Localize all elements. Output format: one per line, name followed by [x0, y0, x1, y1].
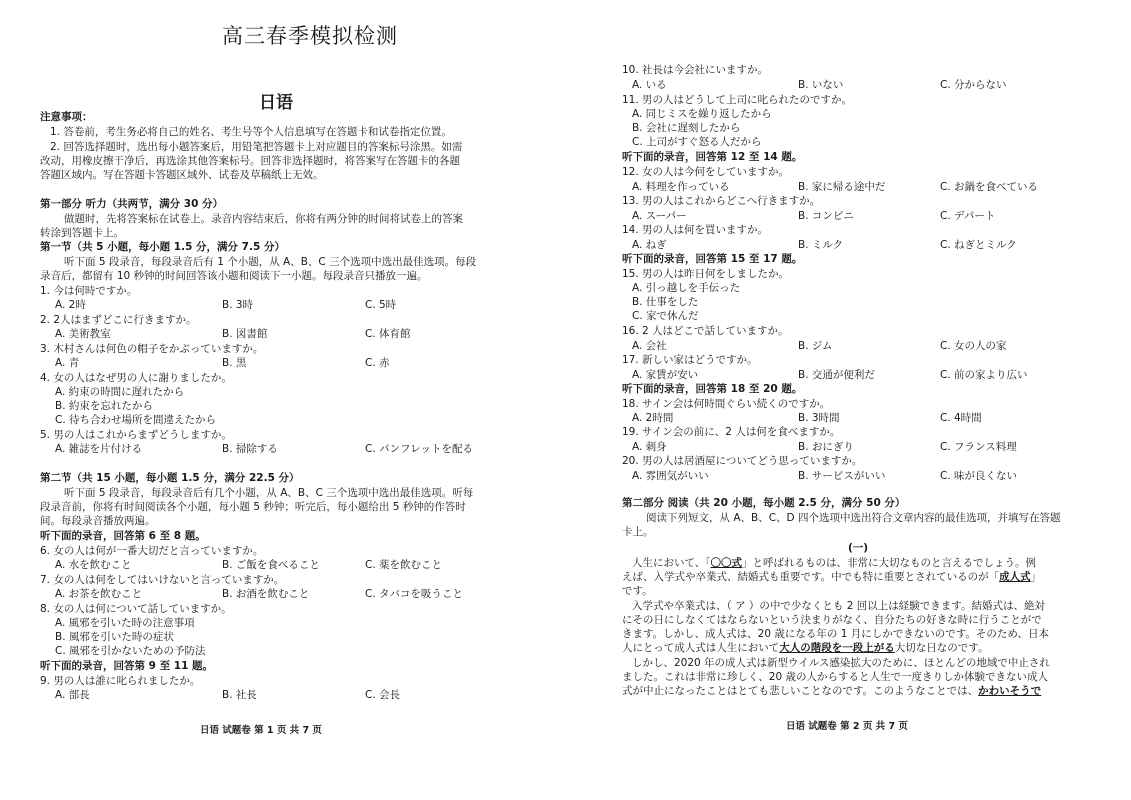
question-stem: 8. 女の人は何について話していますか。: [40, 603, 232, 615]
question-stem: 10. 社長は今会社にいますか。: [622, 64, 769, 76]
question-stem: 2. 2人はまずどこに行きますか。: [40, 314, 197, 326]
passage-text: 人にとって成人式は人生において: [622, 642, 780, 654]
page-footer: 日语 试题卷 第 2 页 共 7 页: [786, 721, 908, 732]
option-a: A. 2時間: [632, 412, 674, 424]
option-b: B. 掃除する: [222, 443, 278, 455]
passage-line: 入学式や卒業式は、（ ア ）の中で少なくとも 2 回以上は経験できます。結婚式は、絶対: [632, 600, 1045, 612]
option-b: B. 図書館: [222, 328, 268, 340]
option-a: A. 水を飲むこと: [55, 559, 132, 571]
option-b: B. 風邪を引いた時の症状: [55, 631, 174, 643]
passage-line: [622, 570, 1041, 584]
option-b: B. おにぎり: [798, 441, 854, 453]
listen-instruction: 听下面的录音，回答第 9 至 11 题。: [40, 660, 214, 672]
option-a: A. 引っ越しを手伝った: [632, 282, 741, 294]
question-stem: 15. 男の人は昨日何をしましたか。: [622, 268, 790, 280]
option-a: A. 会社: [632, 340, 667, 352]
option-a: A. 美術教室: [55, 328, 111, 340]
option-c: C. 女の人の家: [940, 340, 1007, 352]
listen-instruction: 听下面的录音，回答第 6 至 8 题。: [40, 530, 206, 542]
option-a: A. 約束の時間に遅れたから: [55, 386, 185, 398]
section2-desc: 间。每段录音播放两遍。: [40, 515, 156, 527]
question-stem: 14. 男の人は何を買いますか。: [622, 224, 769, 236]
option-b: B. ジム: [798, 340, 833, 352]
underlined-phrase: かわいそうで: [978, 685, 1042, 697]
part2-heading: 第二部分 阅读（共 20 小题，每小题 2.5 分，满分 50 分）: [622, 497, 906, 509]
section2-heading: 第二节（共 15 小题，每小题 1.5 分，满分 22.5 分）: [40, 472, 300, 484]
part2-desc: 阅读下列短文，从 A、B、C、D 四个选项中选出符合文章内容的最佳选项，并填写在答题: [646, 512, 1061, 524]
section2-desc: 段录音前，你将有时间阅读各个小题，每小题 5 秒钟；听完后，每小题给出 5 秒钟的作答时: [40, 501, 466, 513]
option-c: C. フランス料理: [940, 441, 1017, 453]
section1-desc: 录音后，都留有 10 秒钟的时间回答该小题和阅读下一小题。每段录音只播放一遍。: [40, 270, 428, 282]
listen-instruction: 听下面的录音，回答第 18 至 20 题。: [622, 383, 803, 395]
option-c: C. 4時間: [940, 412, 982, 424]
option-a: A. 雰囲気がいい: [632, 470, 709, 482]
exam-page-2: [560, 0, 1131, 800]
subject-title: 日语: [259, 93, 293, 113]
question-stem: 7. 女の人は何をしてはいけないと言っていますか。: [40, 574, 285, 586]
option-c: C. 薬を飲むこと: [365, 559, 443, 571]
option-b: B. 社長: [222, 689, 257, 701]
option-c: C. ねぎとミルク: [940, 239, 1017, 251]
exam-title: 高三春季模拟检测: [222, 24, 398, 48]
passage-line: [632, 556, 1036, 570]
listen-instruction: 听下面的录音，回答第 15 至 17 题。: [622, 253, 803, 265]
option-a: A. 刺身: [632, 441, 667, 453]
passage-text: 式が中止になったことはとても悲しいことなのです。このようなことでは、: [622, 685, 979, 697]
notice-line: 1. 答卷前，考生务必将自己的姓名、考生号等个人信息填写在答题卡和试卷指定位置。: [50, 126, 452, 138]
notice-heading: 注意事项：: [40, 111, 93, 123]
passage-line: ました。これは非常に珍しく、20 歳の人からすると人生で一度きりしか体験できない成人: [622, 671, 1048, 683]
question-stem: 4. 女の人はなぜ男の人に謝りましたか。: [40, 372, 232, 384]
option-a: A. 料理を作っている: [632, 181, 730, 193]
section1-heading: 第一节（共 5 小题，每小题 1.5 分，满分 7.5 分）: [40, 241, 285, 253]
option-b: B. お酒を飲むこと: [222, 588, 310, 600]
question-stem: 20. 男の人は居酒屋についてどう思っていますか。: [622, 455, 863, 467]
option-a: A. ねぎ: [632, 239, 667, 251]
option-b: B. ミルク: [798, 239, 844, 251]
option-c: C. 会長: [365, 689, 401, 701]
question-stem: 3. 木村さんは何色の帽子をかぶっていますか。: [40, 343, 264, 355]
passage-line: しかし、2020 年の成人式は新型ウイルス感染拡大のために、ほとんどの地域で中止され: [632, 657, 1050, 669]
notice-line: 改动，用橡皮擦干净后，再选涂其他答案标号。回答非选择题时，将答案写在答题卡的各题: [40, 155, 460, 167]
option-c: C. お鍋を食べている: [940, 181, 1039, 193]
option-c: C. 前の家より広い: [940, 369, 1028, 381]
passage-line: [622, 684, 1041, 698]
question-stem: 18. サイン会は何時間ぐらい続くのですか。: [622, 398, 831, 410]
option-c: C. パンフレットを配る: [365, 443, 473, 455]
option-a: A. 2時: [55, 299, 86, 311]
option-b: B. 黒: [222, 357, 247, 369]
option-c: C. 赤: [365, 357, 390, 369]
option-a: A. 青: [55, 357, 80, 369]
option-c: C. 分からない: [940, 79, 1007, 91]
option-c: C. 上司がすぐ怒る人だから: [632, 136, 762, 148]
option-a: A. 家賃が安い: [632, 369, 699, 381]
option-b: B. コンビニ: [798, 210, 854, 222]
question-stem: 6. 女の人は何が一番大切だと言っていますか。: [40, 545, 264, 557]
part1-desc: 做题时，先将答案标在试卷上。录音内容结束后，你将有两分钟的时间将试卷上的答案: [64, 213, 463, 225]
passage-text: 」と呼ばれるものは、非常に大切なものと言えるでしょう。例: [742, 557, 1036, 569]
question-stem: 9. 男の人は誰に叱られましたか。: [40, 675, 201, 687]
passage-text: 大切な日なのです。: [894, 642, 989, 654]
option-a: A. 部長: [55, 689, 90, 701]
option-b: B. サービスがいい: [798, 470, 886, 482]
option-b: B. いない: [798, 79, 844, 91]
question-stem: 12. 女の人は今何をしていますか。: [622, 166, 790, 178]
notice-line: 答题区域内。写在答题卡答题区域外、试卷及草稿纸上无效。: [40, 169, 324, 181]
option-c: C. 味が良くない: [940, 470, 1018, 482]
underlined-phrase: 大人の階段を一段上がる: [779, 642, 895, 654]
listen-instruction: 听下面的录音，回答第 12 至 14 题。: [622, 151, 803, 163]
option-b: B. 約束を忘れたから: [55, 400, 153, 412]
part1-desc: 转涂到答题卡上。: [40, 227, 124, 239]
option-b: B. 交通が便利だ: [798, 369, 875, 381]
passage-line: きます。しかし、成人式は、20 歳になる年の 1 月にしかできないのです。そのため、日本: [622, 628, 1049, 640]
question-stem: 17. 新しい家はどうですか。: [622, 354, 758, 366]
option-a: A. 雑誌を片付ける: [55, 443, 143, 455]
passage-text: 」: [1030, 571, 1042, 583]
option-b: B. ご飯を食べること: [222, 559, 320, 571]
question-stem: 5. 男の人はこれからまずどうしますか。: [40, 429, 232, 441]
option-b: B. 3時間: [798, 412, 840, 424]
question-stem: 16. 2 人はどこで話していますか。: [622, 325, 789, 337]
passage-text: えば、入学式や卒業式、結婚式も重要です。中でも特に重要とされているのが「: [622, 571, 1000, 583]
option-c: C. 5時: [365, 299, 397, 311]
section2-desc: 听下面 5 段录音，每段录音后有几个小题，从 A、B、C 三个选项中选出最佳选项。听每: [64, 487, 474, 499]
option-b: B. 仕事をした: [632, 296, 699, 308]
question-stem: 13. 男の人はこれからどこへ行きますか。: [622, 195, 821, 207]
option-b: B. 3時: [222, 299, 254, 311]
option-b: B. 会社に遅刻したから: [632, 122, 741, 134]
option-c: C. 風邪を引かないための予防法: [55, 645, 206, 657]
option-c: C. デパート: [940, 210, 996, 222]
part2-desc: 卡上。: [622, 526, 654, 538]
option-b: B. 家に帰る途中だ: [798, 181, 886, 193]
question-stem: 11. 男の人はどうして上司に叱られたのですか。: [622, 94, 853, 106]
part1-heading: 第一部分 听力（共两节，满分 30 分）: [40, 198, 224, 210]
underlined-term: 成人式: [999, 571, 1031, 583]
option-c: C. 待ち合わせ場所を間違えたから: [55, 414, 217, 426]
passage-text: 人生において、「: [632, 557, 711, 569]
notice-line: 2. 回答选择题时，选出每小题答案后，用铅笔把答题卡上对应题目的答案标号涂黑。如需: [50, 141, 463, 153]
question-stem: 1. 今は何時ですか。: [40, 285, 138, 297]
option-c: C. 家で休んだ: [632, 310, 699, 322]
passage-line: にその日にしなくてはならないという決まりがなく、自分たちの好きな時に行うことがで: [622, 614, 1042, 626]
passage-line: です。: [622, 585, 653, 597]
option-a: A. いる: [632, 79, 667, 91]
passage-line: [622, 641, 988, 655]
option-c: C. 体育館: [365, 328, 411, 340]
option-a: A. お茶を飲むこと: [55, 588, 143, 600]
exam-page-1: [0, 0, 560, 800]
option-a: A. スーパー: [632, 210, 687, 222]
section1-desc: 听下面 5 段录音，每段录音后有 1 个小题，从 A、B、C 三个选项中选出最佳选项。每段: [64, 256, 477, 268]
option-a: A. 同じミスを繰り返したから: [632, 108, 772, 120]
passage-number: (一): [848, 542, 869, 554]
option-c: C. タバコを吸うこと: [365, 588, 463, 600]
option-a: A. 風邪を引いた時の注意事項: [55, 617, 195, 629]
page-footer: 日语 试题卷 第 1 页 共 7 页: [200, 725, 322, 736]
question-stem: 19. サイン会の前に、2 人は何を食べますか。: [622, 426, 841, 438]
underlined-term: 〇〇式: [710, 557, 743, 569]
